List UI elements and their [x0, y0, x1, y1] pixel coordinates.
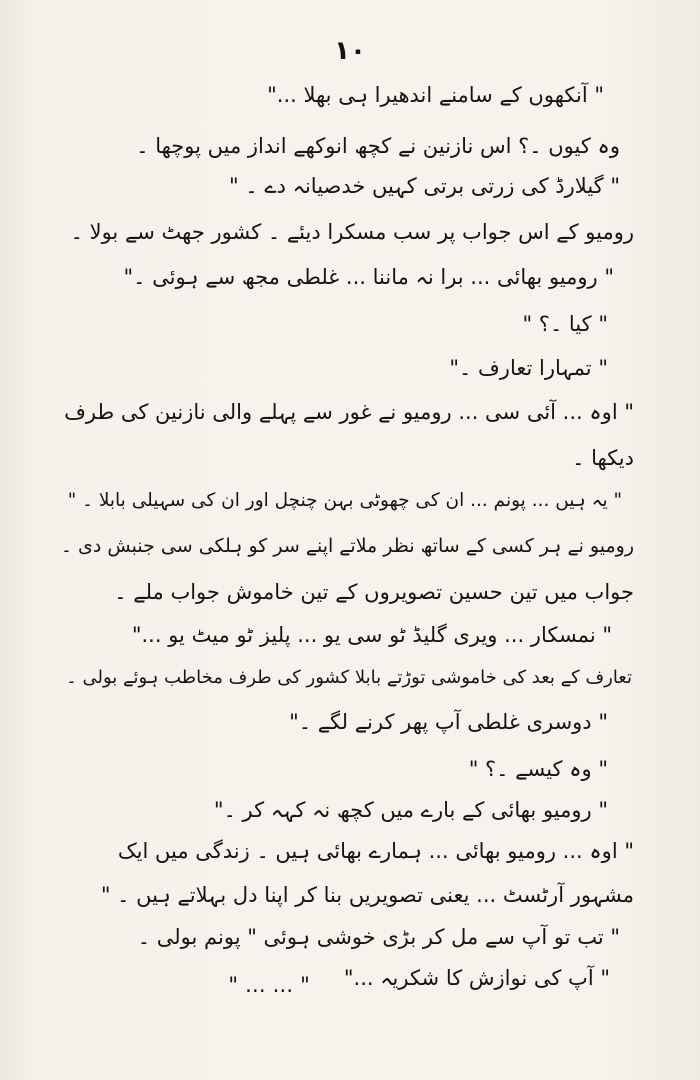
text-line: " آپ کی نوازش کا شکریہ ...": [343, 966, 610, 990]
text-line: " نمسکار ... ویری گلیڈ ٹو سی یو ... پلیز ٹو میٹ یو ...": [131, 623, 612, 647]
text-line: رومیو نے ہر کسی کے ساتھ نظر ملاتے اپنے سر کو ہلکی سی جنبش دی ۔: [60, 535, 634, 557]
text-line: مشہور آرٹسٹ ... یعنی تصویریں بنا کر اپنا دل بہلاتے ہیں ۔ ": [100, 883, 634, 907]
text-line: " اوہ ... رومیو بھائی ... ہمارے بھائی ہیں ۔ زندگی میں ایک: [117, 839, 634, 863]
text-line: " یہ ہیں ... پونم ... ان کی چھوٹی بہن چنچل اور ان کی سہیلی بابلا ۔ ": [67, 490, 622, 511]
text-line: جواب میں تین حسین تصویروں کے تین خاموش جواب ملے ۔: [114, 580, 634, 604]
text-line: " کیا ۔؟ ": [522, 312, 608, 336]
text-line: " تمہارا تعارف ۔": [449, 356, 608, 380]
text-line: " آنکھوں کے سامنے اندھیرا ہی بھلا ...": [267, 83, 604, 107]
text-line: رومیو کے اس جواب پر سب مسکرا دیئے ۔ کشور جھٹ سے بولا ۔: [70, 220, 634, 244]
page-number: ۱۰: [334, 36, 366, 66]
text-line: " رومیو بھائی ... برا نہ ماننا ... غلطی مجھ سے ہوئی ۔": [123, 265, 614, 289]
text-line: " دوسری غلطی آپ پھر کرنے لگے ۔": [289, 710, 608, 734]
text-line: تعارف کے بعد کی خاموشی توڑتے بابلا کشور کی طرف مخاطب ہوئے بولی ۔: [66, 667, 632, 688]
text-line: " ... ... ": [228, 973, 310, 997]
text-line: " تب تو آپ سے مل کر بڑی خوشی ہوئی " پونم بولی ۔: [137, 925, 620, 949]
text-line: " رومیو بھائی کے بارے میں کچھ نہ کہہ کر ۔": [213, 798, 608, 822]
text-line: " اوہ ... آئی سی ... رومیو نے غور سے پہلے والی نازنین کی طرف: [64, 400, 634, 424]
text-line: دیکھا ۔: [572, 446, 634, 470]
text-line: وہ کیوں ۔؟ اس نازنین نے کچھ انوکھے انداز میں پوچھا ۔: [136, 134, 620, 158]
text-line: " وہ کیسے ۔؟ ": [468, 757, 608, 781]
text-line: " گیلارڈ کی زرتی برتی کہیں خدصیانہ دے ۔ ": [229, 174, 620, 198]
